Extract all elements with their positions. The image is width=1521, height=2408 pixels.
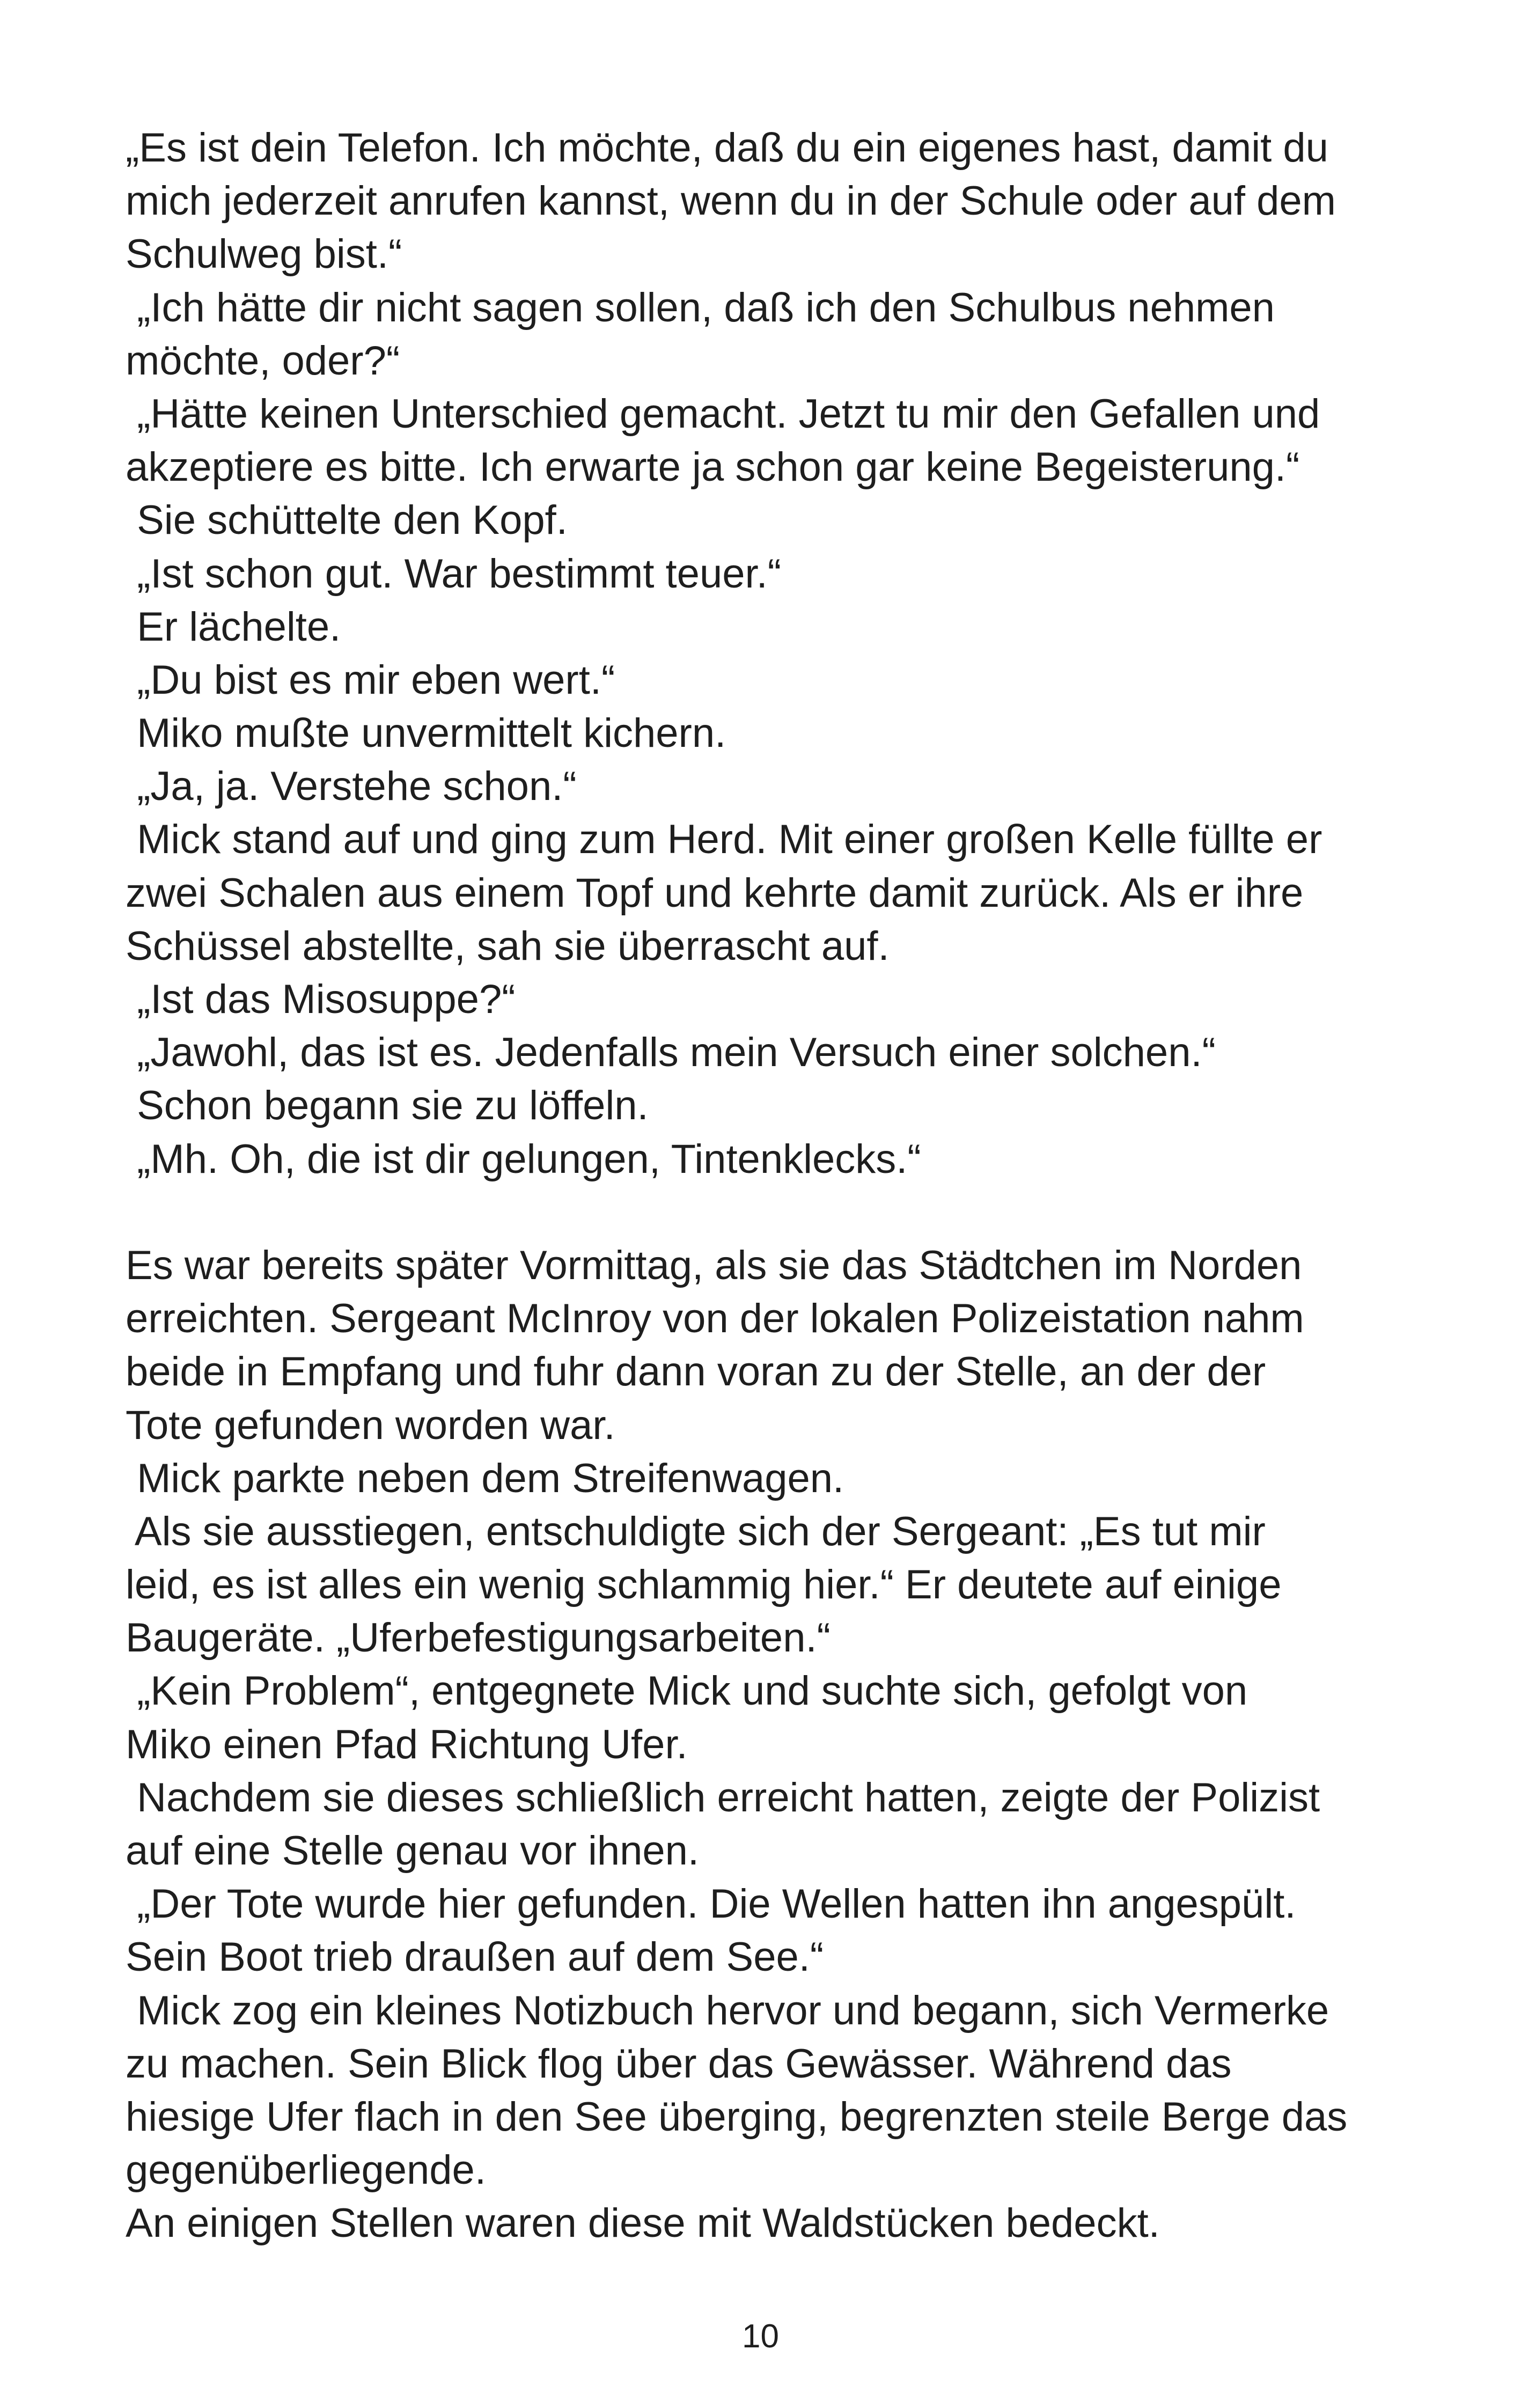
text-line: beide in Empfang und fuhr dann voran zu der Stelle, an der der: [126, 1349, 1266, 1395]
text-line: Sein Boot trieb draußen auf dem See.“: [126, 1934, 824, 1980]
text-line: akzeptiere es bitte. Ich erwarte ja schon gar keine Begeisterung.“: [126, 444, 1300, 490]
body-text: [126, 121, 1413, 2250]
text-line: auf eine Stelle genau vor ihnen.: [126, 1828, 700, 1874]
text-line: Mick zog ein kleines Notizbuch hervor und begann, sich Vermerke: [126, 1987, 1329, 2033]
text-line: „Der Tote wurde hier gefunden. Die Wellen hatten ihn angespült.: [126, 1881, 1296, 1927]
text-line: „Kein Problem“, entgegnete Mick und suchte sich, gefolgt von: [126, 1668, 1248, 1714]
section-break: [126, 1186, 1413, 1239]
text-line: Als sie ausstiegen, entschuldigte sich der Sergeant: „Es tut mir: [126, 1508, 1266, 1554]
text-line: „Mh. Oh, die ist dir gelungen, Tintenklecks.“: [126, 1136, 921, 1182]
text-line: „Ich hätte dir nicht sagen sollen, daß ich den Schulbus nehmen: [126, 284, 1275, 331]
text-line: Baugeräte. „Uferbefestigungsarbeiten.“: [126, 1615, 831, 1661]
text-line: Sie schüttelte den Kopf.: [126, 497, 568, 544]
text-line: Mick stand auf und ging zum Herd. Mit einer großen Kelle füllte er: [126, 817, 1322, 863]
text-line: Miko einen Pfad Richtung Ufer.: [126, 1721, 688, 1767]
text-line: „Ja, ja. Verstehe schon.“: [126, 763, 577, 810]
text-line: Tote gefunden worden war.: [126, 1402, 615, 1448]
text-line: Schüssel abstellte, sah sie überrascht auf.: [126, 923, 890, 969]
text-line: Schon begann sie zu löffeln.: [126, 1083, 649, 1129]
text-line: gegenüberliegende.: [126, 2147, 486, 2193]
text-line: hiesige Ufer flach in den See überging, begrenzten steile Berge das: [126, 2094, 1348, 2140]
page-number: 10: [742, 2318, 779, 2355]
text-line: zu machen. Sein Blick flog über das Gewässer. Während das: [126, 2040, 1232, 2087]
text-line: „Ist schon gut. War bestimmt teuer.“: [126, 550, 782, 597]
text-line: „Ist das Misosuppe?“: [126, 977, 516, 1022]
text-line: zwei Schalen aus einem Topf und kehrte damit zurück. Als er ihre: [126, 870, 1304, 916]
text-line: „Hätte keinen Unterschied gemacht. Jetzt tu mir den Gefallen und: [126, 391, 1320, 437]
text-line: möchte, oder?“: [126, 337, 400, 384]
text-line: An einigen Stellen waren diese mit Waldstücken bedeckt.: [126, 2200, 1160, 2247]
text-line: Es war bereits später Vormittag, als sie das Städtchen im Norden: [126, 1242, 1302, 1288]
text-line: leid, es ist alles ein wenig schlammig hier.“ Er deutete auf einige: [126, 1562, 1282, 1608]
text-line: „Du bist es mir eben wert.“: [126, 657, 615, 703]
text-line: Mick parkte neben dem Streifenwagen.: [126, 1455, 844, 1501]
text-line: mich jederzeit anrufen kannst, wenn du in der Schule oder auf dem: [126, 178, 1336, 224]
text-line: Er lächelte.: [126, 604, 341, 650]
text-line: Nachdem sie dieses schließlich erreicht hatten, zeigte der Polizist: [126, 1774, 1320, 1820]
text-line: erreichten. Sergeant McInroy von der lokalen Polizeistation nahm: [126, 1296, 1304, 1342]
text-line: „Jawohl, das ist es. Jedenfalls mein Versuch einer solchen.“: [126, 1030, 1216, 1076]
text-line: „Es ist dein Telefon. Ich möchte, daß du ein eigenes hast, damit du: [126, 125, 1328, 171]
text-line: Schulweg bist.“: [126, 231, 402, 277]
text-line: Miko mußte unvermittelt kichern.: [126, 710, 726, 757]
